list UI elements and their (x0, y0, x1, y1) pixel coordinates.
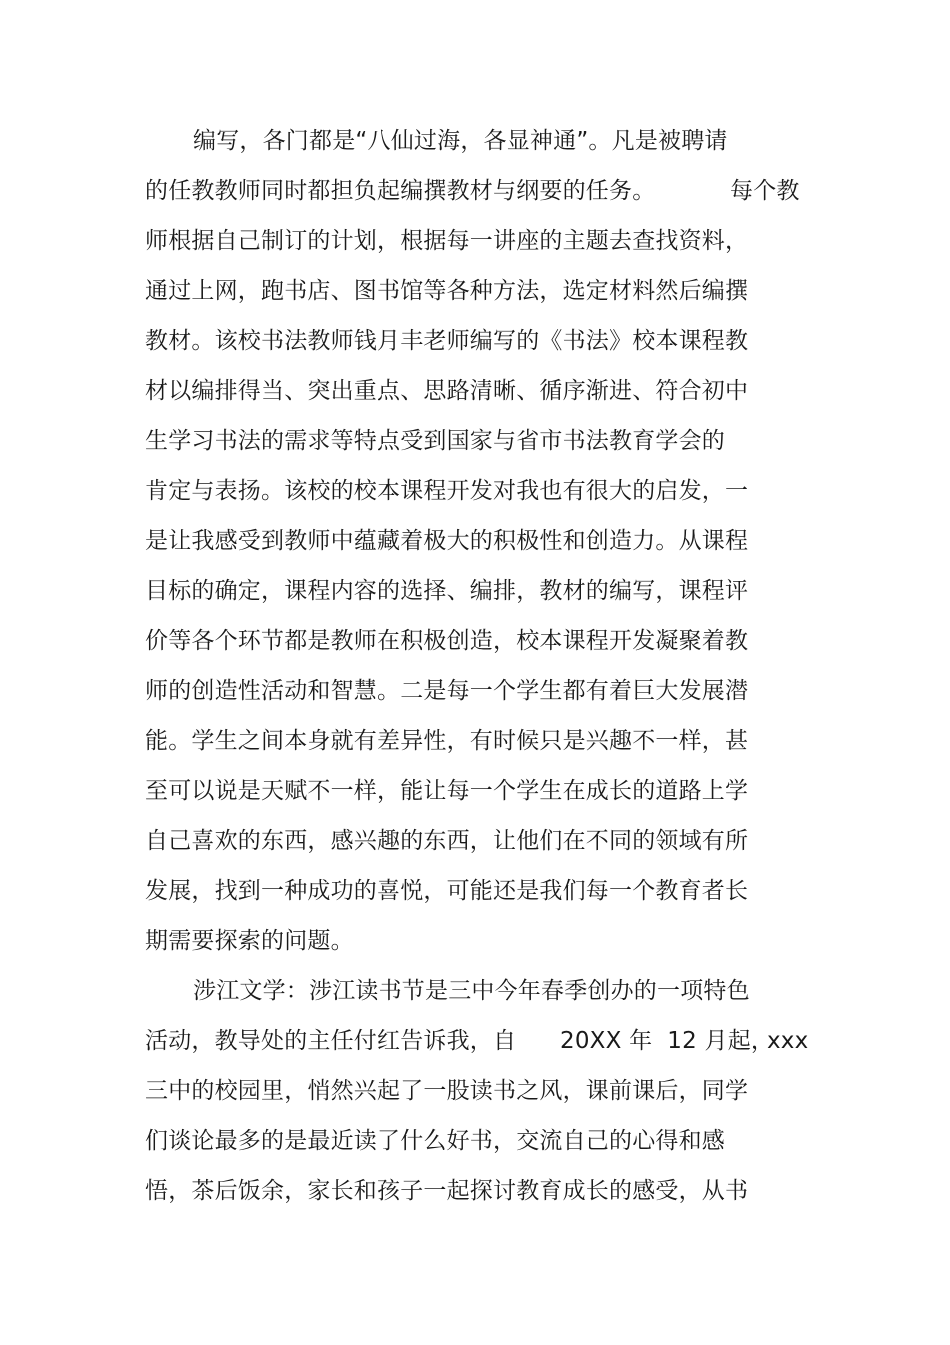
paragraph-line: 们谈论最多的是最近读了什么好书，交流自己的心得和感 (145, 1128, 725, 1154)
paragraph-line-tail: 每个教 (730, 178, 800, 204)
paragraph-line: 发展，找到一种成功的喜悦，可能还是我们每一个教育者长 (145, 878, 749, 904)
paragraph-line: 编写，各门都是“八仙过海，各显神通”。凡是被聘请 (193, 128, 728, 154)
paragraph-line: 师的创造性活动和智慧。二是每一个学生都有着巨大发展潜 (145, 678, 749, 704)
paragraph-line: 生学习书法的需求等特点受到国家与省市书法教育学会的 (145, 428, 725, 454)
paragraph-line: 期需要探索的问题。 (145, 928, 354, 954)
paragraph-line: 三中的校园里，悄然兴起了一股读书之风，课前课后，同学 (145, 1078, 749, 1104)
paragraph-line-date: 20XX 年 12 月起， (560, 1028, 775, 1054)
paragraph-line: 价等各个环节都是教师在积极创造，校本课程开发凝聚着教 (145, 628, 749, 654)
paragraph-line: 至可以说是天赋不一样，能让每一个学生在成长的道路上学 (145, 778, 749, 804)
paragraph-line: 自己喜欢的东西，感兴趣的东西，让他们在不同的领域有所 (145, 828, 749, 854)
paragraph-line: 师根据自己制订的计划，根据每一讲座的主题去查找资料， (145, 228, 749, 254)
paragraph-line-text: 的任教教师同时都担负起编撰教材与纲要的任务。 (145, 178, 656, 204)
paragraph-line: 悟，茶后饭余，家长和孩子一起探讨教育成长的感受，从书 (145, 1178, 749, 1204)
paragraph-line: 涉江文学：涉江读书节是三中今年春季创办的一项特色 (193, 978, 750, 1004)
paragraph-line: 目标的确定，课程内容的选择、编排，教材的编写，课程评 (145, 578, 749, 604)
paragraph-line-tail: xxx (767, 1028, 809, 1054)
paragraph-line-text: 活动，教导处的主任付红告诉我，自 (145, 1028, 517, 1054)
paragraph-line: 材以编排得当、突出重点、思路清晰、循序渐进、符合初中 (145, 378, 749, 404)
paragraph-line: 教材。该校书法教师钱月丰老师编写的《书法》校本课程教 (145, 328, 749, 354)
paragraph-line: 是让我感受到教师中蕴藏着极大的积极性和创造力。从课程 (145, 528, 749, 554)
paragraph-line: 能。学生之间本身就有差异性，有时候只是兴趣不一样，甚 (145, 728, 749, 754)
paragraph-line: 通过上网，跑书店、图书馆等各种方法，选定材料然后编撰 (145, 278, 749, 304)
paragraph-line: 肯定与表扬。该校的校本课程开发对我也有很大的启发，一 (145, 478, 749, 504)
